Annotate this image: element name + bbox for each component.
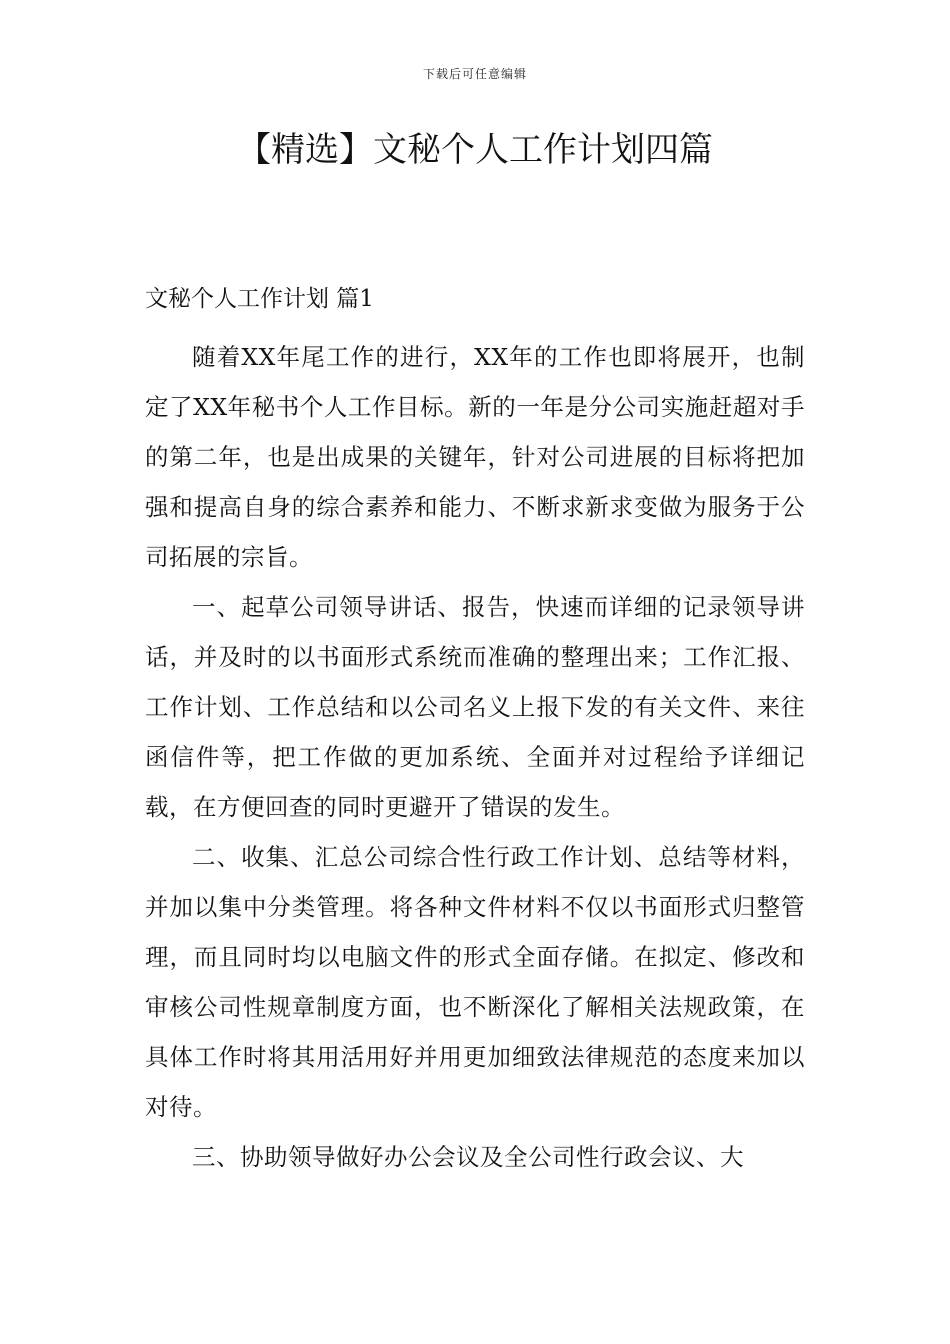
document-title: 【精选】文秘个人工作计划四篇 xyxy=(237,130,713,170)
header-note: 下载后可任意编辑 xyxy=(422,67,527,81)
section-heading: 文秘个人工作计划 篇1 xyxy=(145,286,374,312)
document-body xyxy=(145,282,805,1182)
paragraph-item-1: 一、起草公司领导讲话、报告，快速而详细的记录领导讲话，并及时的以书面形式系统而准确的整理出来；工作汇报、工作计划、工作总结和以公司名义上报下发的有关文件、来往函信件等，把工作做的更加系统、全面并对过程给予详细记载，在方便回查的同时更避开了错误的发生。 xyxy=(145,593,805,821)
paragraph-item-2: 二、收集、汇总公司综合性行政工作计划、总结等材料，并加以集中分类管理。将各种文件材料不仅以书面形式归整管理，而且同时均以电脑文件的形式全面存储。在拟定、修改和审核公司性规章制度方面，也不断深化了解相关法规政策，在具体工作时将其用活用好并用更加细致法律规范的态度来加以对待。 xyxy=(145,843,805,1121)
paragraph-intro: 随着XX年尾工作的进行，XX年的工作也即将展开，也制定了XX年秘书个人工作目标。新的一年是分公司实施赶超对手的第二年，也是出成果的关键年，针对公司进展的目标将把加强和提高自身的综合素养和能力、不断求新求变做为服务于公司拓展的宗旨。 xyxy=(145,343,805,571)
paragraph-item-3: 三、协助领导做好办公会议及全公司性行政会议、大 xyxy=(192,1143,744,1171)
